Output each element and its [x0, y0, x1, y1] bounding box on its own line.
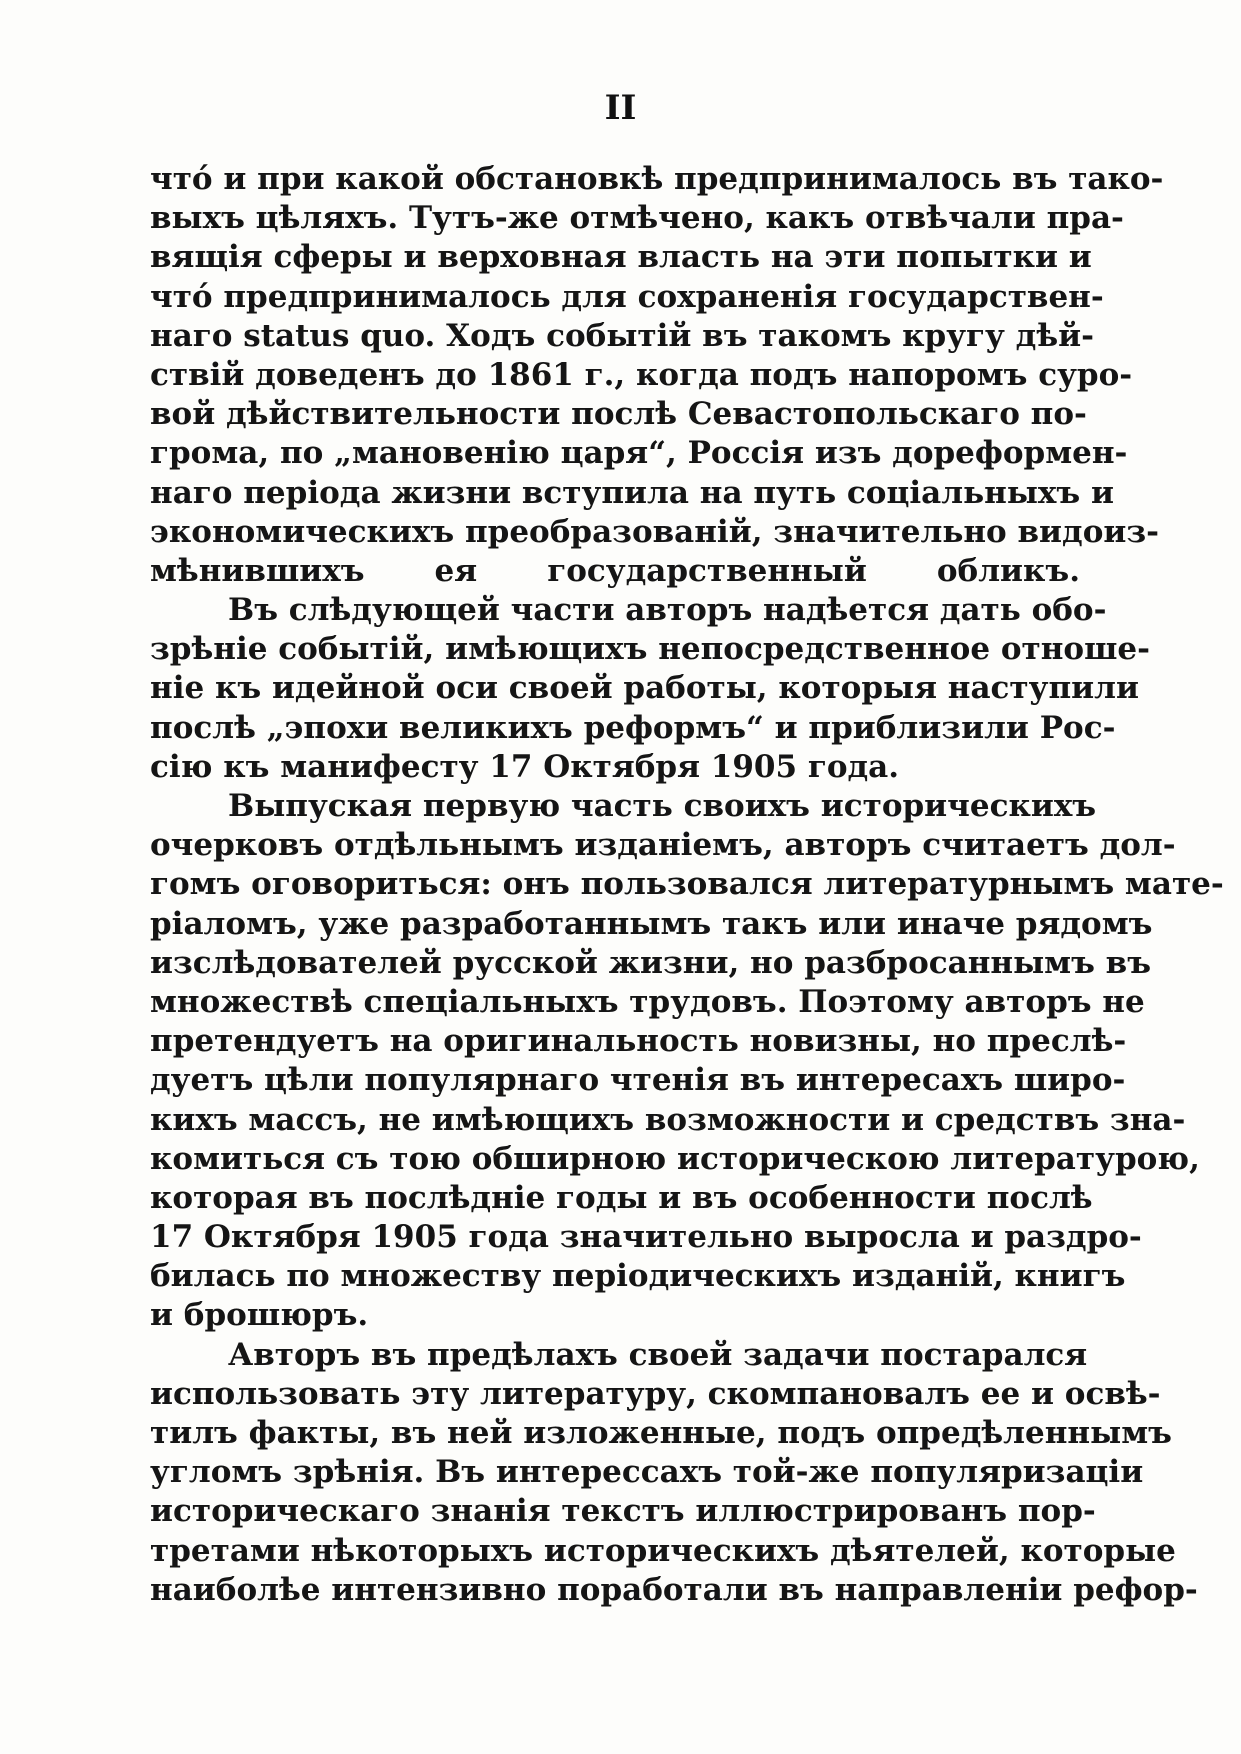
text-line: билась по множеству періодическихъ изданій, книгъ: [150, 1258, 1126, 1295]
text-line: сію къ манифесту 17 Октября 1905 года.: [150, 748, 900, 785]
text-line: и брошюръ.: [150, 1297, 369, 1334]
text-line: ніе къ идейной оси своей работы, которыя наступили: [150, 670, 1140, 707]
text-line: 17 Октября 1905 года значительно выросла и раздро-: [150, 1219, 1142, 1256]
text-line: которая въ послѣдніе годы и въ особенности послѣ: [150, 1179, 1093, 1216]
text-line: мѣнившихъ ея государственный обликъ.: [150, 552, 1080, 589]
text-line: Въ слѣдующей части авторъ надѣется дать обо-: [228, 592, 1107, 629]
text-line: множествѣ спеціальныхъ трудовъ. Поэтому авторъ не: [150, 983, 1145, 1020]
text-line: изслѣдователей русской жизни, но разбросаннымъ въ: [150, 944, 1152, 981]
text-line: вой дѣйствительности послѣ Севастопольскаго по-: [150, 396, 1087, 433]
text-line: грома, по „мановенію царя“, Россія изъ дореформен-: [150, 435, 1128, 472]
text-line: что́ предпринималось для сохраненія государствен-: [150, 278, 1104, 315]
text-line: выхъ цѣляхъ. Тутъ-же отмѣчено, какъ отвѣчали пра-: [150, 200, 1124, 237]
text-line: кихъ массъ, не имѣющихъ возможности и средствъ зна-: [150, 1101, 1186, 1138]
body-text: [150, 160, 1224, 1610]
text-line: угломъ зрѣнія. Въ интерессахъ той-же популяризаціи: [150, 1454, 1144, 1491]
text-line: зрѣніе событій, имѣющихъ непосредственное отноше-: [150, 631, 1150, 668]
text-line: экономическихъ преобразованій, значительно видоиз-: [150, 513, 1160, 550]
text-line: претендуетъ на оригинальность новизны, но преслѣ-: [150, 1023, 1127, 1060]
text-line: третами нѣкоторыхъ историческихъ дѣятелей, которые: [150, 1532, 1176, 1569]
text-line: наиболѣе интензивно поработали въ направленіи рефор-: [150, 1571, 1198, 1608]
text-line: использовать эту литературу, скомпановалъ ее и освѣ-: [150, 1375, 1161, 1412]
text-line: комиться съ тою обширною историческою литературою,: [150, 1140, 1200, 1177]
text-line: ріаломъ, уже разработаннымъ такъ или иначе рядомъ: [150, 905, 1153, 942]
text-line: наго status quo. Ходъ событій въ такомъ кругу дѣй-: [150, 317, 1095, 354]
text-line: историческаго знанія текстъ иллюстрированъ пор-: [150, 1493, 1096, 1530]
text-line: очерковъ отдѣльнымъ изданіемъ, авторъ считаетъ дол-: [150, 827, 1176, 864]
text-line: что́ и при какой обстановкѣ предпринималось въ тако-: [150, 161, 1164, 197]
page-number: II: [604, 88, 637, 128]
text-line: тилъ факты, въ ней изложенные, подъ опредѣленнымъ: [150, 1415, 1172, 1451]
text-line: Авторъ въ предѣлахъ своей задачи постарался: [228, 1336, 1088, 1373]
text-line: гомъ оговориться: онъ пользовался литературнымъ мате-: [150, 866, 1224, 903]
text-line: вящія сферы и верховная власть на эти попытки и: [150, 239, 1092, 276]
text-line: дуетъ цѣли популярнаго чтенія въ интересахъ широ-: [150, 1062, 1126, 1099]
text-line: наго періода жизни вступила на путь соціальныхъ и: [150, 474, 1114, 511]
text-line: ствій доведенъ до 1861 г., когда подъ напоромъ суро-: [150, 356, 1133, 393]
text-line: Выпуская первую часть своихъ историческихъ: [228, 788, 1097, 824]
text-line: послѣ „эпохи великихъ реформъ“ и приблизили Рос-: [150, 709, 1116, 746]
